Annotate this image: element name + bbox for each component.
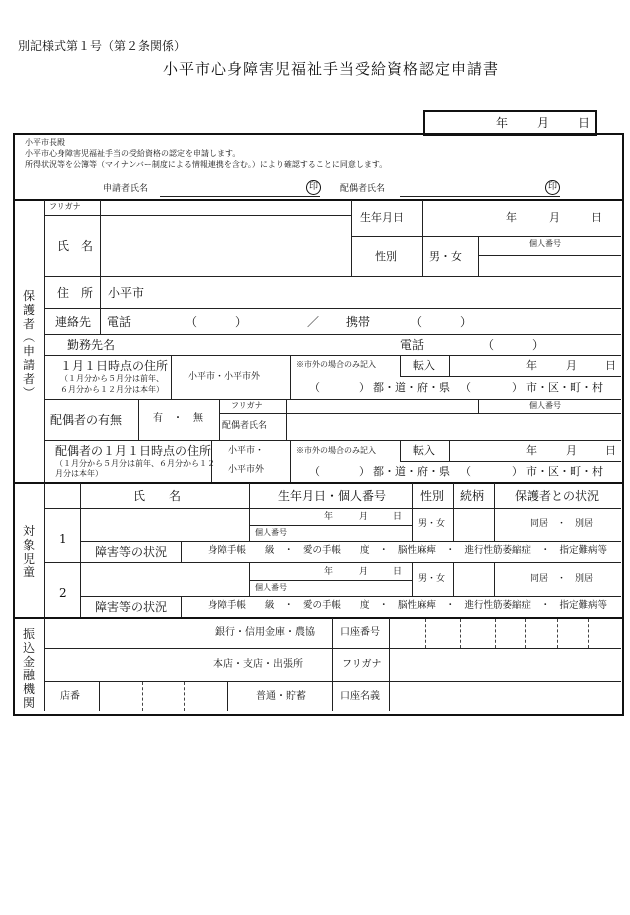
grid-line	[494, 562, 495, 596]
work-phone-label: 電話	[400, 338, 425, 352]
grid-line	[494, 483, 495, 541]
child1-disability-label: 障害等の状況	[95, 545, 168, 559]
city-options[interactable]: 市・区・町・村	[526, 381, 603, 394]
grid-dash	[588, 619, 589, 648]
child2-status-options[interactable]: 同居 ・ 別居	[530, 574, 594, 584]
form-id: 別記様式第１号（第２条関係）	[18, 39, 187, 53]
spouse-outside-note: ※市外の場合のみ記入	[296, 446, 376, 455]
grid-line	[249, 562, 250, 596]
address-label: 住 所	[57, 286, 94, 300]
jan1-note-1: （１月分から５月分は前年、	[60, 374, 164, 383]
spouse-move-in-month: 月	[566, 444, 577, 457]
date-month-label: 月	[537, 116, 550, 130]
account-name-label: 口座名義	[340, 691, 380, 702]
child1-gender-options[interactable]: 男・女	[418, 519, 446, 529]
grid-line	[400, 376, 621, 377]
grid-line	[44, 483, 45, 617]
child2-gender-options[interactable]: 男・女	[418, 574, 446, 584]
move-in-year: 年	[526, 359, 537, 372]
grid-line	[227, 681, 228, 711]
in-out-options[interactable]: 小平市・小平市外	[188, 372, 261, 382]
grid-line	[478, 399, 479, 413]
child2-personal-number: 個人番号	[255, 583, 287, 592]
spouse-name-field-label: 配偶者氏名	[222, 421, 268, 431]
dob-day-label: 日	[591, 211, 602, 224]
guardian-section-label: 保 護 者 ︵ 申 請 者 ︶	[22, 289, 35, 400]
spouse-move-in-label: 転入	[413, 444, 435, 457]
grid-line	[290, 440, 291, 483]
phone-label: 電話	[107, 315, 132, 329]
grid-line	[44, 508, 621, 509]
move-in-month: 月	[566, 359, 577, 372]
spouse-city-paren-open: （	[460, 465, 471, 478]
spouse-in-city[interactable]: 小平市・	[228, 446, 265, 456]
grid-line	[44, 399, 621, 400]
dob-year-label: 年	[506, 211, 517, 224]
city-paren-open: （	[460, 381, 471, 394]
grid-dash	[425, 619, 426, 648]
child1-dob-month: 月	[359, 512, 369, 522]
grid-line	[44, 440, 621, 441]
grid-line	[99, 681, 100, 711]
child2-dob-year: 年	[324, 567, 334, 577]
spouse-city-paren-close: ）	[512, 465, 523, 478]
dob-month-label: 月	[549, 211, 560, 224]
jan1-address-label: １月１日時点の住所	[60, 359, 169, 373]
contact-label: 連絡先	[55, 315, 92, 329]
grid-line	[44, 562, 621, 563]
child-row-number: 1	[59, 532, 67, 546]
grid-line	[400, 355, 401, 377]
grid-line	[249, 483, 250, 541]
grid-line	[478, 236, 479, 276]
spouse-city-options[interactable]: 市・区・町・村	[526, 465, 603, 478]
grid-dash	[495, 619, 496, 648]
pref-paren-open: （	[309, 381, 320, 394]
grid-line	[219, 413, 621, 414]
spouse-note-1: （１月分から５月分は前年、６月分から１２	[55, 459, 215, 468]
child1-personal-number: 個人番号	[255, 528, 287, 537]
child1-dob-day: 日	[393, 512, 403, 522]
bank-furigana-label: フリガナ	[342, 659, 382, 670]
spouse-exists-label: 配偶者の有無	[50, 413, 123, 427]
city-paren-close: ）	[512, 381, 523, 394]
grid-dash	[142, 682, 143, 711]
move-in-label: 転入	[413, 359, 435, 372]
grid-line	[100, 276, 101, 334]
grid-line	[478, 255, 621, 256]
name-label: 氏 名	[57, 239, 94, 253]
personal-number-label: 個人番号	[529, 239, 561, 248]
applicant-name-line[interactable]	[160, 196, 320, 197]
spouse-name-label: 配偶者氏名	[340, 184, 386, 194]
child2-disability-label: 障害等の状況	[95, 600, 168, 614]
child1-dob-year: 年	[324, 512, 334, 522]
grid-line	[290, 355, 291, 399]
spouse-pref-paren-close: ）	[359, 465, 370, 478]
child2-dob-month: 月	[359, 567, 369, 577]
child1-disability-options[interactable]: 身障手帳 級 ・ 愛の手帳 度 ・ 脳性麻痺 ・ 進行性筋萎縮症 ・ 指定難病等	[208, 545, 608, 556]
grid-line	[80, 541, 621, 542]
spouse-name-line[interactable]	[400, 196, 560, 197]
move-in-day: 日	[605, 359, 616, 372]
declaration-line-1: 小平市心身障害児福祉手当の受給資格の認定を申請します。	[25, 149, 241, 158]
col-status: 保護者との状況	[515, 489, 600, 503]
grid-line	[44, 334, 621, 335]
grid-line	[44, 618, 45, 711]
col-relation: 続柄	[460, 489, 485, 503]
grid-line	[219, 399, 220, 440]
pref-paren-close: ）	[359, 381, 370, 394]
bank-types[interactable]: 銀行・信用金庫・農協	[215, 627, 315, 638]
grid-line	[412, 562, 413, 596]
gender-label: 性別	[375, 250, 397, 263]
work-phone-paren-open: （	[482, 338, 495, 352]
grid-line	[44, 355, 621, 356]
grid-line	[453, 562, 454, 596]
grid-line	[332, 618, 333, 711]
grid-line	[171, 355, 172, 399]
address-value[interactable]: 小平市	[108, 286, 145, 300]
grid-line	[44, 308, 621, 309]
grid-line	[449, 440, 450, 461]
grid-line	[80, 596, 621, 597]
account-number-label: 口座番号	[340, 627, 380, 638]
slash: ／	[307, 315, 320, 329]
spouse-personal-number-label: 個人番号	[529, 401, 561, 410]
mobile-label: 携帯	[346, 315, 371, 329]
grid-line	[400, 461, 621, 462]
spouse-move-in-year: 年	[526, 444, 537, 457]
col-gender: 性別	[420, 489, 445, 503]
dob-label: 生年月日	[360, 211, 404, 224]
child1-status-options[interactable]: 同居 ・ 別居	[530, 519, 594, 529]
child2-disability-options[interactable]: 身障手帳 級 ・ 愛の手帳 度 ・ 脳性麻痺 ・ 進行性筋萎縮症 ・ 指定難病等	[208, 600, 608, 611]
grid-line	[422, 200, 423, 276]
spouse-out-city[interactable]: 小平市外	[228, 465, 265, 475]
grid-line	[400, 440, 401, 461]
grid-line	[351, 236, 621, 237]
spouse-furigana-label: フリガナ	[231, 401, 263, 410]
grid-line	[138, 399, 139, 440]
spouse-move-in-day: 日	[605, 444, 616, 457]
grid-dash	[525, 619, 526, 648]
branch-number-label: 店番	[60, 691, 80, 702]
workplace-label: 勤務先名	[67, 338, 116, 352]
divider	[13, 617, 622, 619]
grid-line	[249, 580, 412, 581]
furigana-label: フリガナ	[49, 202, 81, 211]
spouse-pref-options[interactable]: 都・道・府・県	[373, 465, 450, 478]
page-title: 小平市心身障害児福祉手当受給資格認定申請書	[163, 60, 500, 78]
grid-line	[181, 596, 182, 617]
grid-line	[412, 483, 413, 541]
bank-section-label: 振 込 金 融 機 関	[22, 627, 35, 710]
account-types[interactable]: 普通・貯蓄	[256, 691, 306, 702]
outside-note: ※市外の場合のみ記入	[296, 360, 376, 369]
branch-types[interactable]: 本店・支店・出張所	[213, 659, 303, 670]
grid-line	[286, 399, 287, 440]
grid-line	[44, 215, 351, 216]
seal-mark: 印	[306, 180, 321, 195]
divider	[13, 482, 622, 484]
date-day-label: 日	[578, 116, 591, 130]
grid-line	[249, 525, 412, 526]
spouse-pref-paren-open: （	[309, 465, 320, 478]
grid-line	[100, 200, 101, 276]
grid-dash	[184, 682, 185, 711]
col-dob: 生年月日・個人番号	[278, 489, 387, 503]
spouse-note-2: 月分は本年）	[55, 469, 103, 478]
grid-dash	[460, 619, 461, 648]
col-name: 氏 名	[133, 489, 182, 503]
grid-line	[449, 355, 450, 377]
pref-options[interactable]: 都・道・府・県	[373, 381, 450, 394]
divider	[13, 199, 622, 201]
mobile-paren-close: ）	[460, 315, 473, 329]
phone-paren-close: ）	[235, 315, 248, 329]
gender-options[interactable]: 男・女	[429, 250, 462, 263]
grid-line	[389, 618, 390, 711]
grid-dash	[557, 619, 558, 648]
addressee: 小平市長殿	[25, 138, 65, 147]
spouse-jan1-label: 配偶者の１月１日時点の住所	[55, 444, 212, 458]
date-year-label: 年	[496, 116, 509, 130]
child-row-number: 2	[59, 586, 67, 600]
declaration-line-2: 所得状況等を公簿等（マイナンバー制度による情報連携を含む。）により確認することに同意します。	[25, 160, 388, 169]
phone-paren-open: （	[185, 315, 198, 329]
grid-line	[351, 200, 352, 276]
grid-line	[453, 483, 454, 541]
applicant-name-label: 申請者氏名	[103, 184, 149, 194]
spouse-exists-options[interactable]: 有 ・ 無	[153, 413, 203, 424]
grid-line	[181, 541, 182, 562]
work-phone-paren-close: ）	[532, 338, 545, 352]
jan1-note-2: ６月分から１２月分は本年）	[60, 385, 164, 394]
mobile-paren-open: （	[410, 315, 423, 329]
children-section-label: 対 象 児 童	[22, 524, 35, 580]
seal-mark: 印	[545, 180, 560, 195]
child2-dob-day: 日	[393, 567, 403, 577]
grid-line	[44, 276, 621, 277]
